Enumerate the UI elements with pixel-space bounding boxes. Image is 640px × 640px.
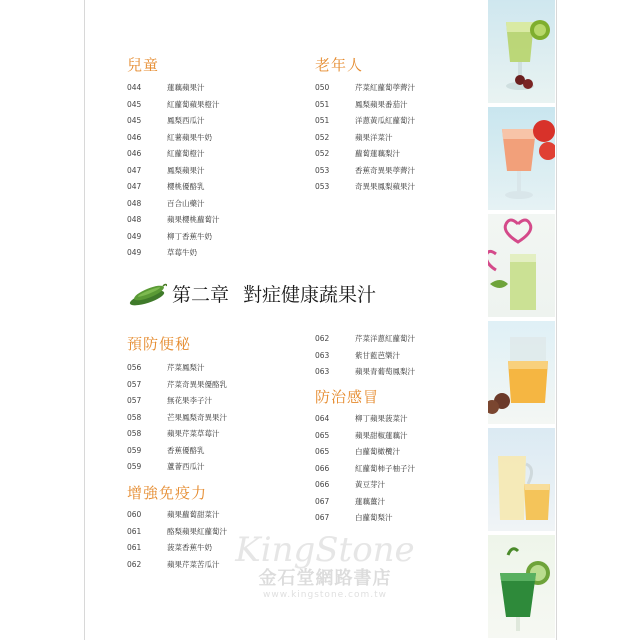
recipe-name: 芒果鳳梨奇異果汁: [167, 412, 227, 422]
recipe-name: 紅薯蘋果牛奶: [167, 132, 212, 142]
page-number: 059: [127, 462, 142, 471]
chapter-name: 對症健康蔬果汁: [243, 284, 377, 306]
recipe-name: 蘋果芹菜草莓汁: [167, 429, 220, 438]
recipe-name: 草莓牛奶: [167, 248, 197, 257]
page-number: 051: [315, 116, 330, 125]
toc-entry: [127, 557, 327, 574]
toc-entry: [127, 163, 327, 180]
watermark-name: 金石堂網路書店: [258, 568, 392, 589]
toc-entry: [127, 540, 327, 557]
toc-entry: [315, 146, 515, 163]
page-number: 058: [127, 412, 142, 422]
recipe-name: 無花果李子汁: [167, 396, 212, 405]
page-number: 057: [127, 379, 142, 389]
page-number: 065: [315, 430, 330, 440]
recipe-name: 奇異果鳳梨蘋果汁: [355, 182, 415, 191]
page-number: 047: [127, 182, 142, 191]
recipe-name: 蘋果蘿蔔甜菜汁: [167, 510, 220, 519]
page-number: 052: [315, 149, 330, 158]
toc-entry: [127, 146, 327, 163]
recipe-name: 芹菜紅蘿蔔荸薺汁: [355, 83, 415, 92]
page-number: 066: [315, 463, 330, 473]
toc-entry: [315, 113, 515, 130]
toc-entry: [127, 360, 327, 377]
toc-entry: [127, 426, 327, 443]
toc-entry: [127, 459, 327, 476]
page-number: 061: [127, 526, 142, 536]
section-heading-children: 兒童: [127, 56, 160, 74]
toc-entry: [127, 97, 327, 114]
toc-entry: [127, 443, 327, 460]
recipe-name: 紫甘藍芭樂汁: [355, 350, 400, 360]
recipe-name: 蘋果櫻桃蘿蔔汁: [167, 215, 220, 224]
toc-entry: [315, 510, 515, 527]
toc-entry: [127, 245, 327, 262]
toc-entry: [127, 113, 327, 130]
recipe-name: 香蕉奇異果荸薺汁: [355, 165, 415, 175]
toc-entry: [127, 410, 327, 427]
page-number: 046: [127, 149, 142, 158]
list-constipation: [127, 360, 327, 476]
page-number: 064: [315, 414, 330, 423]
watermark-brand: KingStone: [235, 530, 415, 570]
recipe-name: 蘋果芹菜苦瓜汁: [167, 559, 220, 569]
toc-entry: [127, 393, 327, 410]
page-number: 058: [127, 429, 142, 438]
page-number: 063: [315, 350, 330, 360]
page-number: 062: [315, 334, 330, 343]
toc-entry: [315, 428, 515, 445]
toc-entry: [315, 80, 515, 97]
toc-entry: [127, 212, 327, 229]
toc-entry: [315, 331, 515, 348]
page-number: 050: [315, 83, 330, 92]
chapter-number: 第二章: [172, 284, 230, 306]
toc-entry: [127, 507, 327, 524]
recipe-name: 櫻桃優酪乳: [167, 182, 205, 191]
toc-entry: [127, 80, 327, 97]
recipe-name: 芹菜洋蔥紅蘿蔔汁: [355, 334, 415, 343]
recipe-name: 蘋果甜椒蓮藕汁: [355, 430, 408, 440]
recipe-name: 紅蘿蔔蘋果橙汁: [167, 99, 220, 109]
toc-entry: [315, 348, 515, 365]
list-elderly: [315, 80, 515, 196]
toc-entry: [315, 477, 515, 494]
section-heading-elderly: 老年人: [315, 56, 364, 74]
page-number: 049: [127, 231, 142, 241]
toc-entry: [315, 130, 515, 147]
toc-entry: [315, 163, 515, 180]
recipe-name: 芹菜奇異果優酪乳: [167, 379, 227, 389]
photo-cucumber-juice: [488, 535, 555, 638]
section-heading-immunity: 增強免疫力: [127, 484, 208, 502]
list-cold: [315, 411, 515, 527]
toc-entry: [315, 364, 515, 381]
toc-entry: [127, 229, 327, 246]
photo-tomato-juice: [488, 107, 555, 210]
page-number: 053: [315, 165, 330, 175]
page-number: 065: [315, 447, 330, 456]
section-heading-constipation: 預防便秘: [127, 335, 192, 353]
recipe-name: 黃豆芽汁: [355, 480, 385, 489]
page-number: 060: [127, 510, 142, 519]
page-number: 045: [127, 116, 142, 125]
page-number: 063: [315, 367, 330, 376]
page-number: 049: [127, 248, 142, 257]
page-number: 048: [127, 215, 142, 224]
page-number: 052: [315, 132, 330, 142]
page-number: 051: [315, 99, 330, 109]
toc-entry: [315, 97, 515, 114]
page-number: 046: [127, 132, 142, 142]
recipe-name: 酪梨蘋果紅蘿蔔汁: [167, 526, 227, 536]
recipe-name: 洋蔥黃瓜紅蘿蔔汁: [355, 116, 415, 125]
recipe-name: 白蘿蔔梨汁: [355, 513, 393, 522]
recipe-name: 蓮藕薑汁: [355, 496, 385, 506]
page-number: 053: [315, 182, 330, 191]
recipe-name: 蘋果青葡萄鳳梨汁: [355, 367, 415, 376]
page-number: 067: [315, 513, 330, 522]
page-number: 062: [127, 559, 142, 569]
toc-entry: [127, 179, 327, 196]
toc-entry: [315, 411, 515, 428]
toc-entry: [315, 461, 515, 478]
toc-entry: [127, 377, 327, 394]
chapter-title: [172, 280, 376, 307]
recipe-name: 蓮藕蘋果汁: [167, 83, 205, 92]
photo-kiwi-juice: [488, 0, 555, 103]
recipe-name: 鳳梨蘋果汁: [167, 165, 205, 175]
page-number: 057: [127, 396, 142, 405]
recipe-name: 菠菜香蕉牛奶: [167, 543, 212, 552]
recipe-name: 香蕉優酪乳: [167, 445, 205, 455]
toc-entry: [127, 130, 327, 147]
page-number: 067: [315, 496, 330, 506]
cucumber-icon: [127, 282, 167, 310]
toc-entry: [127, 524, 327, 541]
recipe-name: 芹菜鳳梨汁: [167, 363, 205, 372]
photo-green-juice-straws: [488, 214, 555, 317]
page-number: 045: [127, 99, 142, 109]
recipe-name: 白蘿蔔橄欖汁: [355, 447, 400, 456]
toc-entry: [315, 444, 515, 461]
recipe-name: 蘋果洋菜汁: [355, 132, 393, 142]
page-number: 066: [315, 480, 330, 489]
recipe-name: 柳丁蘋果菠菜汁: [355, 414, 408, 423]
list-children: [127, 80, 327, 262]
photo-milk-pitcher: [488, 428, 555, 531]
recipe-name: 蘿蔔蓮藕梨汁: [355, 149, 400, 158]
toc-entry: [315, 494, 515, 511]
recipe-name: 紅蘿蔔橙汁: [167, 149, 205, 158]
page-number: 047: [127, 165, 142, 175]
toc-entry: [127, 196, 327, 213]
page-number: 059: [127, 445, 142, 455]
page-number: 044: [127, 83, 142, 92]
recipe-name: 蘆薈西瓜汁: [167, 462, 205, 471]
list-continuation: [315, 331, 515, 381]
recipe-name: 鳳梨西瓜汁: [167, 116, 205, 125]
toc-entry: [315, 179, 515, 196]
recipe-name: 百合山藥汁: [167, 198, 205, 208]
section-heading-cold: 防治感冒: [315, 388, 380, 406]
photo-strip: [488, 0, 555, 640]
list-immunity: [127, 507, 327, 573]
page-number: 061: [127, 543, 142, 552]
recipe-name: 柳丁香蕉牛奶: [167, 231, 212, 241]
page-number: 056: [127, 363, 142, 372]
page-number: 048: [127, 198, 142, 208]
recipe-name: 鳳梨蘋果番茄汁: [355, 99, 408, 109]
photo-orange-juice: [488, 321, 555, 424]
recipe-name: 紅蘿蔔柿子柚子汁: [355, 463, 415, 473]
watermark-url: www.kingstone.com.tw: [262, 590, 388, 600]
